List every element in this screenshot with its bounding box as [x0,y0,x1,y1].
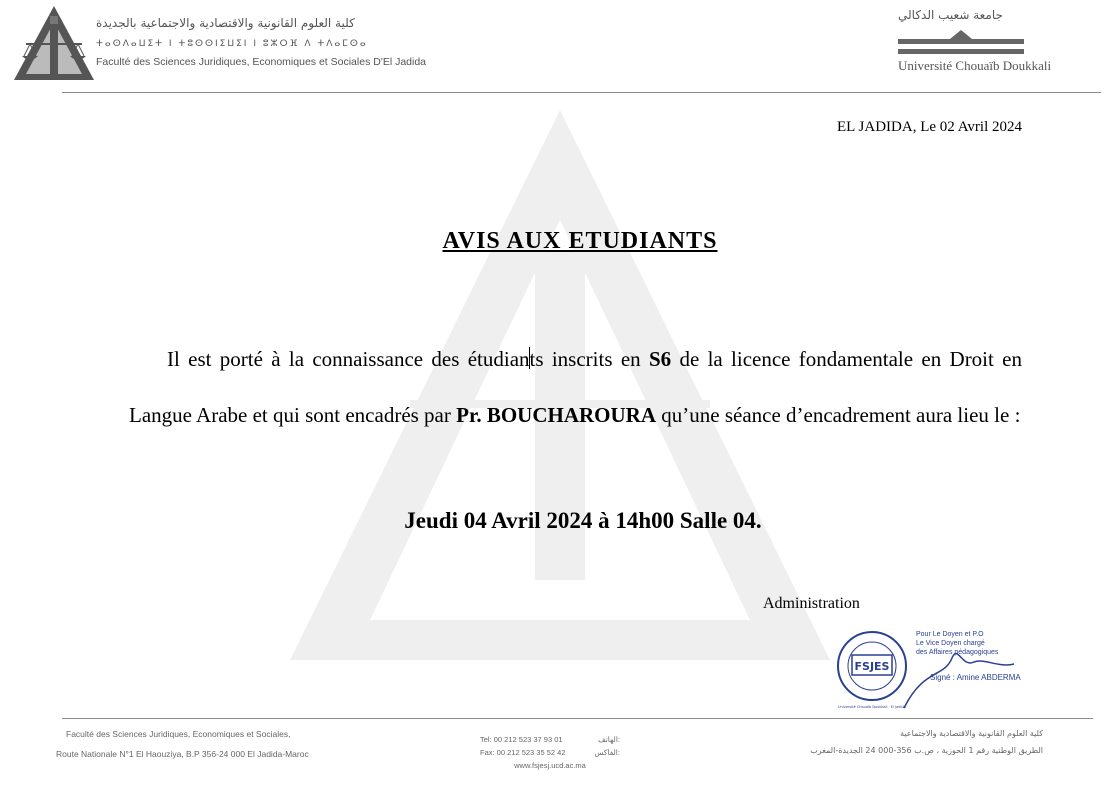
faculty-name-tifinagh: ⵜⴰⵙⴷⴰⵡⵉⵜ ⵏ ⵜⵓⵙⵙⵏⵉⵡⵉⵏ ⵏ ⵓⵣⵔⴼ ⴷ ⵜⴷⴰⵎⵙⴰ [96,39,368,49]
signatory: Administration [763,595,860,612]
session-datetime-room: Jeudi 04 Avril 2024 à 14h00 Salle 04. [404,508,762,533]
university-name-arabic: جامعة شعيب الدكالي [898,8,1003,22]
notice-body [129,331,1022,443]
notice-title: AVIS AUX ETUDIANTS [442,228,718,254]
stamp-line-4: Signé : Amine ABDERMA [930,673,1021,682]
stamp-line-3: des Affaires pédagogiques [916,649,999,656]
faculty-logo [12,4,96,82]
stamp-seal-ring: Université Chouaïb Doukkali · El Jadida [838,705,906,709]
place-date: EL JADIDA, Le 02 Avril 2024 [837,119,1022,135]
body-text-4: qu’une séance d’encadrement aura lieu le : [656,403,1021,427]
body-text-2: ts inscrits en [529,347,649,371]
university-name-french: Université Chouaïb Doukkali [898,58,1052,73]
footer-address: Route Nationale N°1 El Haouziya, B.P 356-24 000 El Jadida-Maroc [56,749,309,759]
university-logo [898,30,1024,56]
footer-address-arabic: الطريق الوطنية رقم 1 الحوزية ، ص.ب 356-000 24 الجديدة-المغرب [810,746,1043,755]
footer-divider [62,718,1093,719]
footer-faculty-name: Faculté des Sciences Juridiques, Economiques et Sociales, [66,729,291,739]
footer-contact [480,733,620,772]
stamp-line-1: Pour Le Doyen et P.O [916,631,984,638]
footer-tel-ar: الهاتف: [597,735,620,744]
footer-faculty-name-arabic: كلية العلوم القانونية والاقتصادية والاجتماعية [900,729,1043,738]
header-divider [62,92,1101,93]
faculty-name-french: Faculté des Sciences Juridiques, Economiques et Sociales D'El Jadida [96,56,427,68]
footer-fax-ar: الفاكس: [594,748,620,757]
body-text-3: de la licence fondamentale en Droit en Langue Arabe et qui sont encadrés par [129,347,1022,427]
faculty-name-arabic: كلية العلوم القانونية والاقتصادية والاجتماعية بالجديدة [96,16,355,30]
footer-fax: Fax: 00 212 523 35 52 42 [480,748,566,757]
professor-name: Pr. BOUCHAROURA [456,403,657,427]
official-stamp [834,628,1034,712]
stamp-seal-text: FSJES [854,660,890,673]
footer-website[interactable]: www.fsjesj.ucd.ac.ma [514,761,586,770]
body-text-1: Il est porté à la connaissance des étudian [167,347,530,371]
stamp-line-2: Le Vice Doyen chargé [916,640,985,647]
footer-tel: Tel: 00 212 523 37 93 01 [480,735,563,744]
study-level: S6 [648,347,672,371]
